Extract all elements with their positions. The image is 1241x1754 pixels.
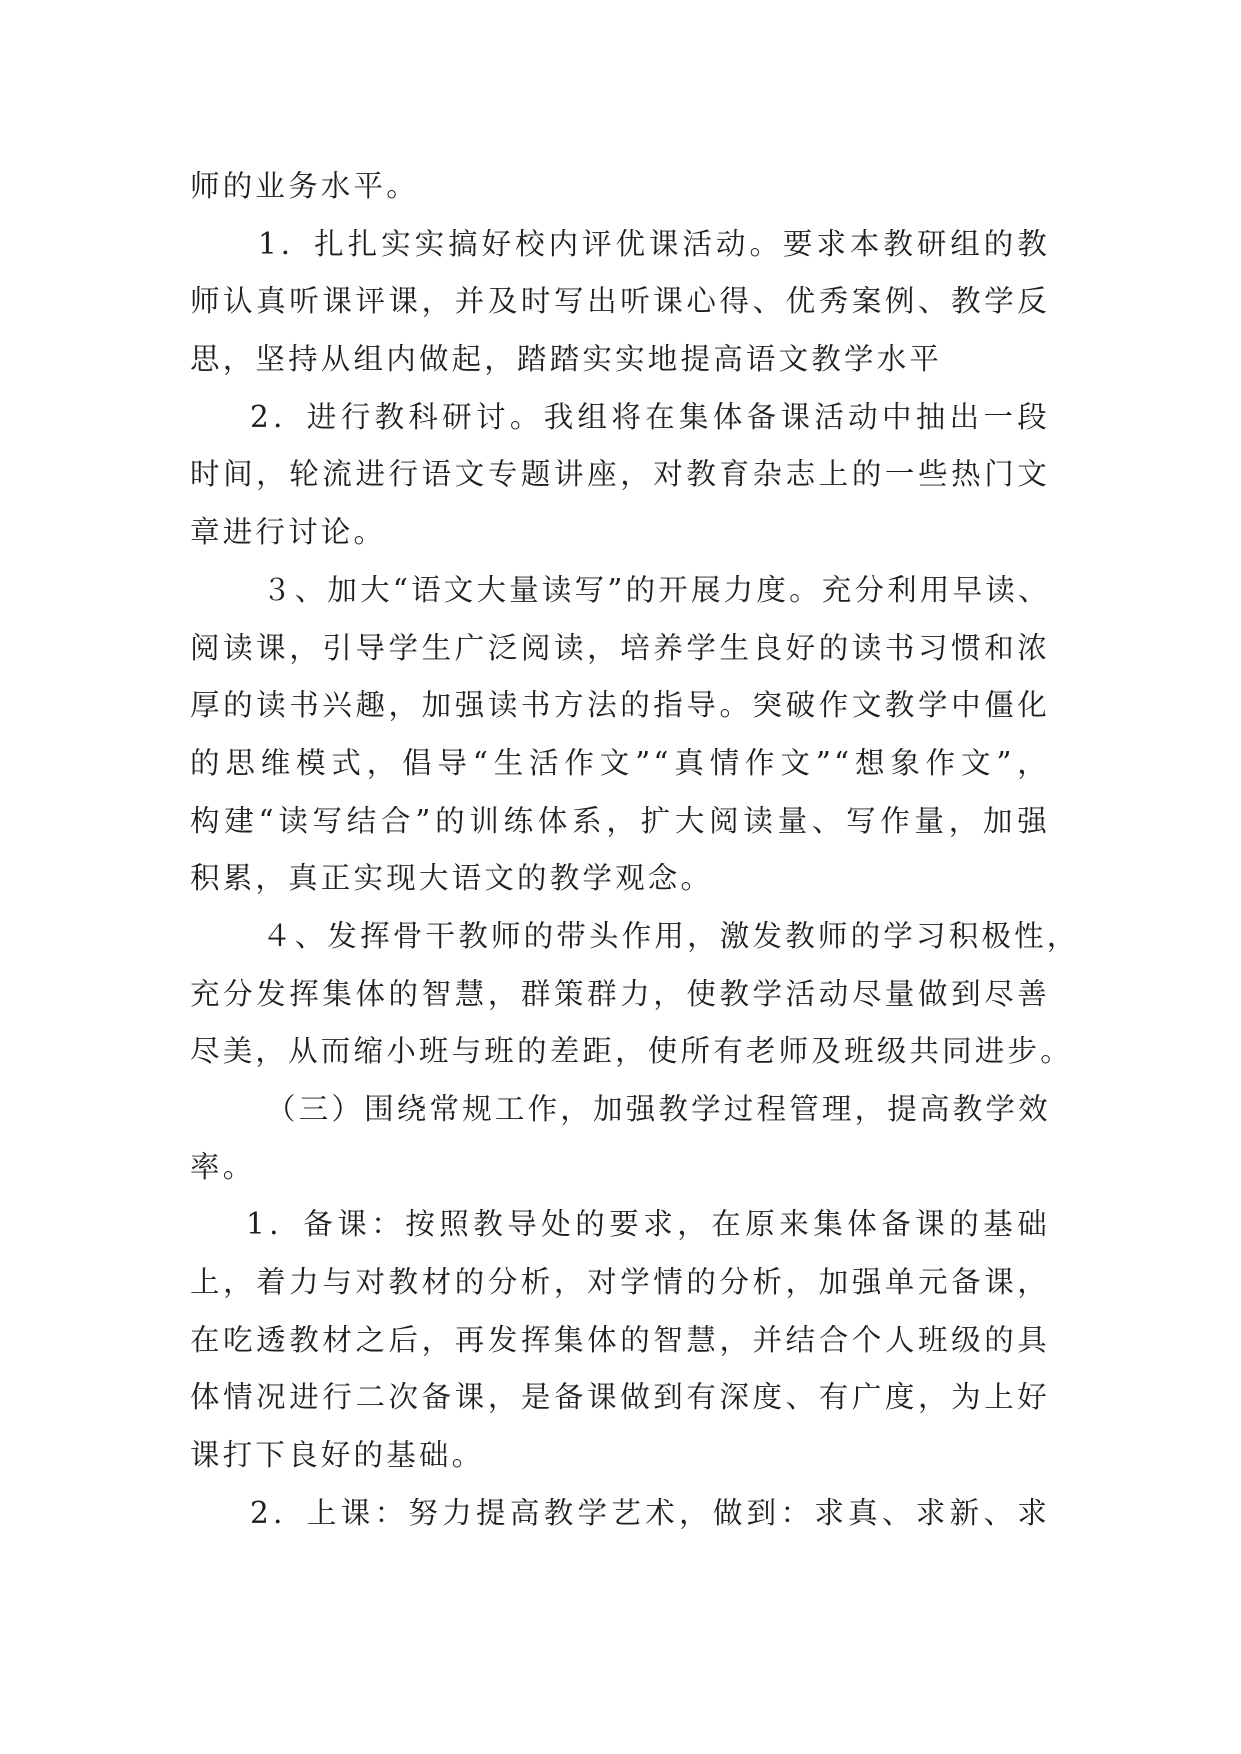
text-line: ４、发挥骨干教师的带头作用，激发教师的学习积极性， [262, 918, 1080, 953]
text-line: 阅读课，引导学生广泛阅读，培养学生良好的读书习惯和浓 [190, 630, 1050, 665]
text-line: 章进行讨论。 [190, 515, 387, 550]
text-line: 的思维模式，倡导“生活作文”“真情作文”“想象作文”， [190, 745, 1050, 780]
text-line: 积累，真正实现大语文的教学观念。 [190, 861, 714, 896]
text-line: 1．备课：按照教导处的要求，在原来集体备课的基础 [246, 1207, 1050, 1242]
text-line: 厚的读书兴趣，加强读书方法的指导。突破作文教学中僵化 [190, 688, 1050, 723]
text-line: 尽美，从而缩小班与班的差距，使所有老师及班级共同进步。 [190, 1034, 1073, 1069]
text-line: 1．扎扎实实搞好校内评优课活动。要求本教研组的教 [258, 226, 1050, 261]
text-line: 构建“读写结合”的训练体系，扩大阅读量、写作量，加强 [190, 803, 1050, 838]
text-line: 师认真听课评课，并及时写出听课心得、优秀案例、教学反 [190, 284, 1050, 319]
text-line: ３、加大“语文大量读写”的开展力度。充分利用早读、 [262, 572, 1051, 607]
body-text [190, 158, 1080, 1543]
text-line: 2．进行教科研讨。我组将在集体备课活动中抽出一段 [250, 399, 1050, 434]
text-line: 时间，轮流进行语文专题讲座，对教育杂志上的一些热门文 [190, 457, 1050, 492]
text-line: 上，着力与对教材的分析，对学情的分析，加强单元备课， [190, 1265, 1050, 1300]
text-line: 体情况进行二次备课，是备课做到有深度、有广度，为上好 [190, 1380, 1050, 1415]
text-line: 率。 [190, 1149, 256, 1184]
text-line: 思，坚持从组内做起，踏踏实实地提高语文教学水平 [190, 342, 943, 377]
text-line: （三）围绕常规工作，加强教学过程管理，提高教学效 [266, 1092, 1051, 1126]
text-line: 2．上课：努力提高教学艺术，做到：求真、求新、求 [250, 1495, 1050, 1530]
text-line: 在吃透教材之后，再发挥集体的智慧，并结合个人班级的具 [190, 1322, 1050, 1357]
text-line: 课打下良好的基础。 [190, 1438, 485, 1473]
text-line: 充分发挥集体的智慧，群策群力，使教学活动尽量做到尽善 [190, 976, 1050, 1011]
text-line: 师的业务水平。 [190, 169, 419, 203]
